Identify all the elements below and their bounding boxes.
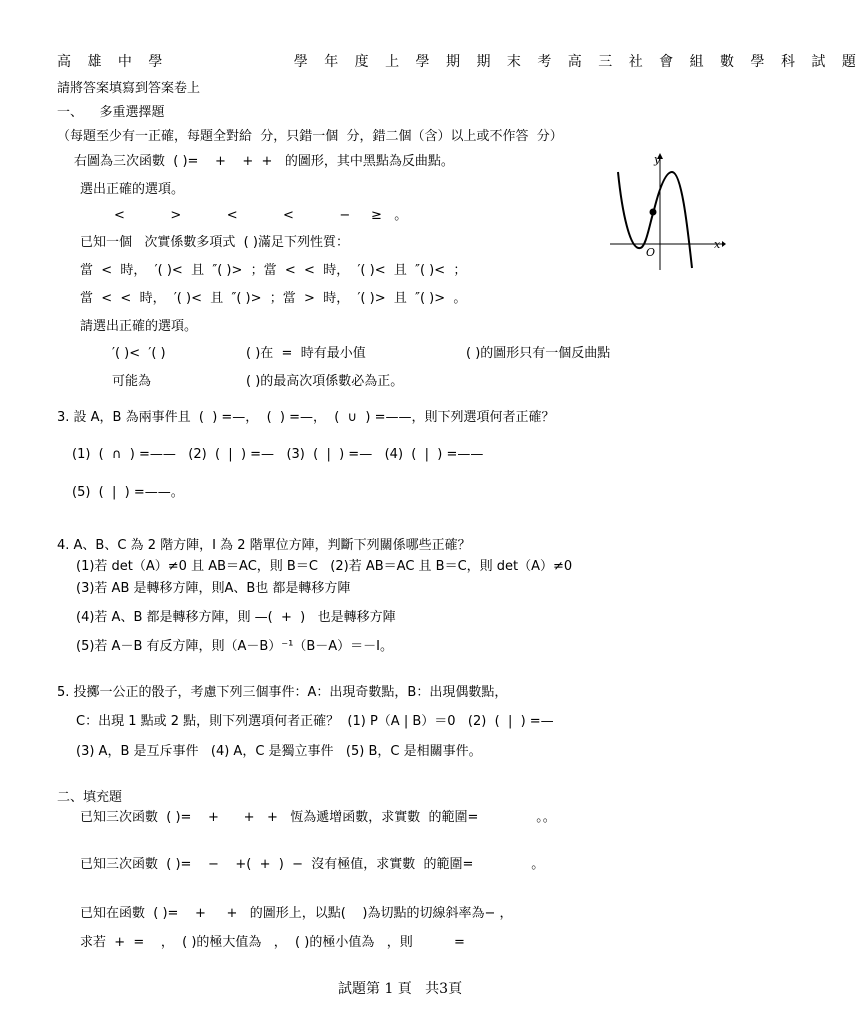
q2-line1: 已知一個 次實係數多項式 ( )滿足下列性質： (80, 235, 349, 250)
q2-option-b: ( )在 = 時有最小值 (246, 346, 366, 361)
y-axis-label: y (654, 153, 661, 166)
q4-line5: (5)若 A－B 有反方陣，則（A－B）⁻¹（B－A）＝－I。 (76, 639, 394, 654)
fill-question-1: 已知三次函數 ( )= + + + 恆為遞增函數，求實數 的範圍= 。。 (80, 810, 556, 825)
fill-question-2: 已知三次函數 ( )= − +( + ) − 沒有極值，求實數 的範圍= 。 (80, 857, 545, 872)
q5-line3: (3) A，B 是互斥事件 (4) A，C 是獨立事件 (5) B，C 是相關事件。 (76, 744, 482, 759)
q1-line1: 右圖為三次函數 ( )= + + + 的圖形，其中黑點為反曲點。 (74, 154, 454, 169)
q3-line2: (1) ( ∩ ) =—— (2) ( | ) =— (3) ( | ) =— (4) ( | ) =—— (72, 447, 484, 462)
q2-line4: 請選出正確的選項。 (80, 319, 198, 334)
answer-instruction: 請將答案填寫到答案卷上 (57, 81, 201, 96)
cubic-graph (608, 152, 726, 272)
q2-line2: 當 < 時， ′( )< 且 ″( )> ；當 < < 時， ′( )< 且 ″( )< ； (80, 263, 467, 278)
section1-heading: 一、 多重選擇題 (57, 105, 165, 120)
inflection-point (650, 209, 657, 216)
x-axis-label: x (714, 238, 721, 251)
q2-option-c: ( )的圖形只有一個反曲點 (466, 346, 611, 361)
q1-line2: 選出正確的選項。 (80, 182, 185, 197)
origin-label: O (646, 246, 656, 259)
q2-option-a: ′( )< ′( ) (112, 346, 166, 361)
fill-question-3-line2: 求若 + = ， ( )的極大值為 ， ( )的極小值為 ，則 = (80, 935, 465, 950)
q1-line3: < > < < − ≥ 。 (114, 208, 408, 223)
q3-line3: (5) ( | ) =——。 (72, 485, 184, 500)
q3-line1: 3. 設 A，B 為兩事件且 ( ) =—， ( ) =—， ( ∪ ) =——，則下列選項何者正確？ (57, 410, 555, 425)
section2-heading: 二、填充題 (57, 790, 123, 805)
fill-question-3-line1: 已知在函數 ( )= + + 的圖形上，以點( )為切點的切線斜率為− ， (80, 906, 513, 921)
exam-title: 高 雄 中 學 學 年 度 上 學 期 期 末 考 高 三 社 會 組 數 學 科 試 題 (57, 54, 862, 70)
x-axis-arrow-icon (722, 241, 726, 247)
q4-line3: (3)若 AB 是轉移方陣，則A、B也 都是轉移方陣 (76, 581, 351, 596)
q4-line2: (1)若 det（A）≠0 且 AB＝AC，則 B＝C (2)若 AB＝AC 且 B＝C，則 det（A）≠0 (76, 559, 573, 574)
scoring-rules: （每題至少有一正確，每題全對給 分，只錯一個 分，錯二個（含）以上或不作答 分） (57, 129, 563, 144)
q4-line1: 4. A、B、C 為 2 階方陣，I 為 2 階單位方陣，判斷下列關係哪些正確？ (57, 538, 471, 553)
q2-option-e: ( )的最高次項係數必為正。 (246, 374, 404, 389)
q4-line4: (4)若 A、B 都是轉移方陣，則 —( + ) 也是轉移方陣 (76, 610, 396, 625)
q5-line1: 5. 投擲一公正的骰子，考慮下列三個事件：A：出現奇數點，B：出現偶數點， (57, 685, 508, 700)
q2-line3: 當 < < 時， ′( )< 且 ″( )> ；當 > 時， ′( )> 且 ″( )> 。 (80, 291, 467, 306)
page-number: 試題第 1 頁 共3頁 (338, 981, 463, 997)
q2-option-d: 可能為 (112, 374, 152, 389)
q5-line2: C：出現 1 點或 2 點，則下列選項何者正確？ (1) P（A | B）＝0 (2) ( | ) =— (76, 714, 554, 729)
